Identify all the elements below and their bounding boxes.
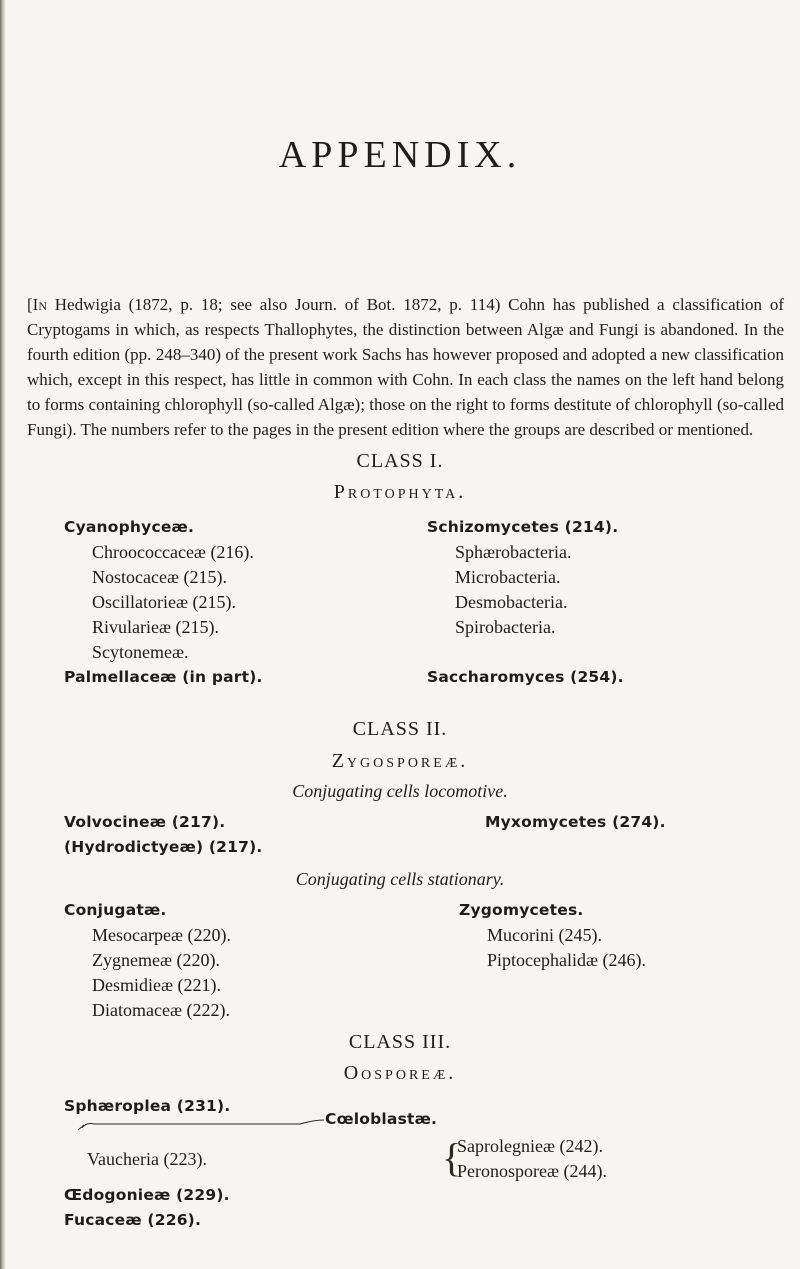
list-item: Microbacteria. <box>455 567 561 587</box>
list-item: Peronosporeæ (244). <box>457 1161 607 1181</box>
class-1-subtitle: Protophyta. <box>333 481 467 503</box>
class-3-title: CLASS III. <box>348 1031 452 1053</box>
group-heading: (Hydrodictyeæ) (217). <box>64 838 263 856</box>
group-heading: Palmellaceæ (in part). <box>64 668 263 686</box>
list-item: Rivularieæ (215). <box>92 617 219 637</box>
brace-group <box>457 1134 607 1184</box>
list-item: Mesocarpeæ (220). <box>92 925 231 945</box>
group-heading: Myxomycetes (274). <box>485 813 666 831</box>
group-heading: Saccharomyces (254). <box>427 668 624 686</box>
group-heading: Œdogonieæ (229). <box>64 1186 230 1204</box>
connector-tick <box>78 1125 84 1130</box>
intro-open-bracket: [ <box>27 295 33 314</box>
list-item: Oscillatorieæ (215). <box>92 592 236 612</box>
list-item: Piptocephalidæ (246). <box>487 950 646 970</box>
group-heading: Volvocineæ (217). <box>64 813 226 831</box>
list-item: Zygnemeæ (220). <box>92 950 220 970</box>
vaucheria-label <box>87 1147 207 1172</box>
class-2-subtitle: Zygosporeæ. <box>331 750 469 772</box>
group-heading: Zygomycetes. <box>459 901 584 919</box>
connector-line <box>82 1120 324 1128</box>
group-heading: Cœloblastæ. <box>325 1110 438 1128</box>
class-3-subtitle: Oosporeæ. <box>343 1062 457 1084</box>
class-2-section-1-heading: Conjugating cells locomotive. <box>292 781 508 801</box>
list-item: Sphærobacteria. <box>455 542 572 562</box>
brace-icon: { <box>442 1135 462 1180</box>
list-item: Vaucheria (223). <box>87 1149 207 1169</box>
list-item: Desmobacteria. <box>455 592 568 612</box>
intro-text: Hedwigia (1872, p. 18; see also Journ. of Bot. 1872, p. 114) Cohn has published a classification of Cryptogams in which, as respects Thallophytes, the distinction between Algæ and Fungi is abandoned. In the fourth edition (pp. 248–340) of the present work Sachs has however proposed and adopted a new classification which, except in this respect, has little in common with Cohn. In each class the names on the left hand belong to forms containing chlorophyll (so-called Algæ); those on the right to forms destitute of chlorophyll (so-called Fungi). The numbers refer to the pages in the present edition where the groups are described or mentioned. <box>27 295 784 439</box>
list-item: Chroococcaceæ (216). <box>92 542 254 562</box>
group-heading: Schizomycetes (214). <box>427 518 619 536</box>
list-item: Mucorini (245). <box>487 925 602 945</box>
page-title: APPENDIX. <box>278 134 522 176</box>
list-item: Spirobacteria. <box>455 617 556 637</box>
coeloblastae-label <box>325 1107 437 1132</box>
group-heading: Fucaceæ (226). <box>64 1211 202 1229</box>
group-heading: Cyanophyceæ. <box>64 518 195 536</box>
class-3-left-bottom <box>64 1183 230 1233</box>
group-heading: Conjugatæ. <box>64 901 167 919</box>
class-1-title: CLASS I. <box>356 450 444 472</box>
list-item: Nostocaceæ (215). <box>92 567 227 587</box>
list-item: Desmidieæ (221). <box>92 975 221 995</box>
class-2-section-2-heading: Conjugating cells stationary. <box>295 869 505 889</box>
intro-first-word: In <box>32 295 47 314</box>
list-item: Saprolegnieæ (242). <box>457 1136 603 1156</box>
list-item: Diatomaceæ (222). <box>92 1000 230 1020</box>
group-heading: Sphæroplea (231). <box>64 1097 231 1115</box>
class-2-title: CLASS II. <box>352 718 448 740</box>
list-item: Scytonemeæ. <box>92 642 189 662</box>
